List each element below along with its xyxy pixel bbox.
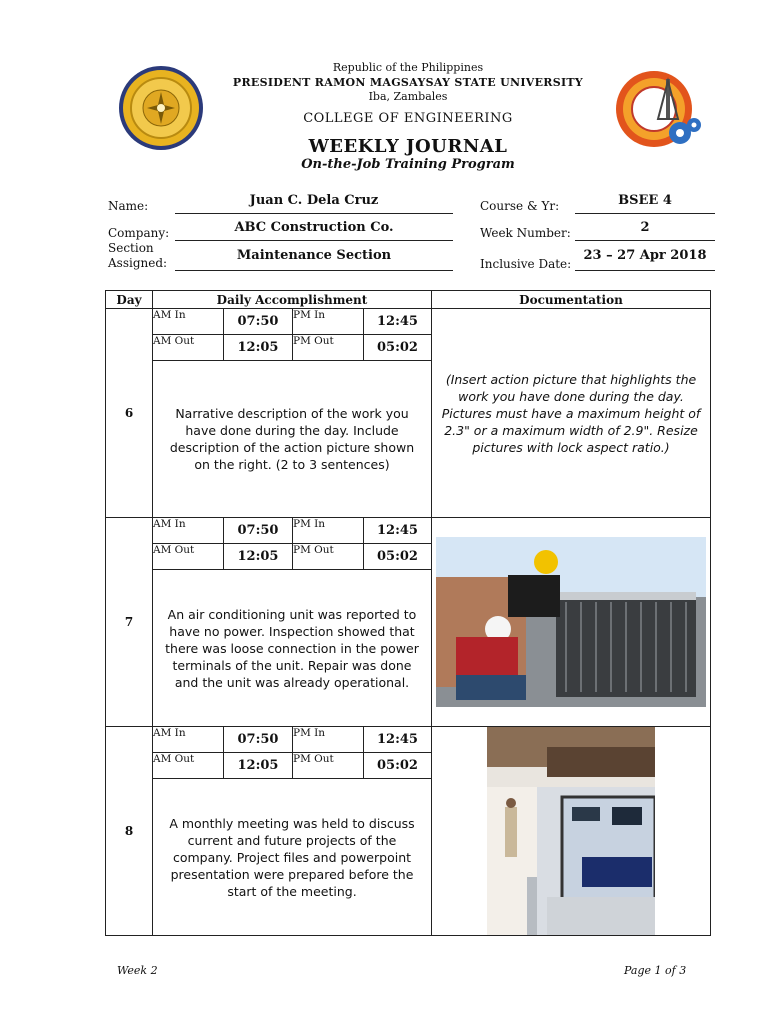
name-value: Juan C. Dela Cruz (249, 193, 379, 208)
am-out-value: 12:05 (224, 753, 293, 779)
am-in-value: 07:50 (224, 518, 293, 544)
week-value: 2 (640, 220, 650, 235)
am-in-value: 07:50 (224, 309, 293, 335)
day-number: 8 (106, 727, 153, 936)
header-day: Day (106, 291, 153, 309)
header-accomplishment: Daily Accomplishment (153, 291, 432, 309)
am-in-label: AM In (153, 309, 224, 335)
page-subtitle: On-the-Job Training Program (301, 157, 515, 172)
table-row (106, 727, 711, 936)
am-out-label: AM Out (153, 335, 224, 361)
republic-text: Republic of the Philippines (332, 61, 484, 74)
header-documentation: Documentation (432, 291, 711, 309)
am-in-value: 07:50 (224, 727, 293, 753)
pm-in-label: PM In (293, 309, 364, 335)
pm-out-label: PM Out (293, 753, 364, 779)
pm-out-label: PM Out (293, 544, 364, 570)
pm-out-value: 05:02 (364, 544, 432, 570)
university-name: PRESIDENT RAMON MAGSAYSAY STATE UNIVERSITY (232, 76, 584, 89)
narrative-text: Narrative description of the work you have done during the day. Include description of the action picture shown on the right. (2 to 3 sentences) (169, 406, 415, 472)
pm-in-value: 12:45 (364, 518, 432, 544)
am-out-value: 12:05 (224, 544, 293, 570)
pm-in-label: PM In (293, 727, 364, 753)
documentation-cell (432, 727, 711, 936)
narrative-text: An air conditioning unit was reported to have no power. Inspection showed that there was loose connection in the power terminals of the unit. Repair was done and the unit was already operational. (165, 606, 419, 690)
pm-out-value: 05:02 (364, 753, 432, 779)
accomplishment-cell (153, 309, 432, 518)
date-underline (575, 270, 715, 271)
course-label: Course & Yr: (480, 199, 560, 213)
accomplishment-cell (153, 518, 432, 727)
section-underline (175, 270, 453, 271)
date-value: 23 – 27 Apr 2018 (583, 248, 707, 263)
course-underline (575, 213, 715, 214)
time-log (153, 309, 431, 361)
conference-room-photo (487, 727, 655, 935)
footer-page-number: Page 1 of 3 (624, 964, 687, 977)
pm-in-value: 12:45 (364, 727, 432, 753)
university-seal-logo (115, 65, 207, 151)
footer-week: Week 2 (117, 964, 158, 977)
pm-in-label: PM In (293, 518, 364, 544)
course-value: BSEE 4 (618, 193, 672, 208)
documentation-cell (432, 309, 711, 518)
company-value: ABC Construction Co. (234, 220, 394, 235)
company-label: Company: (108, 226, 170, 240)
week-underline (575, 240, 715, 241)
am-in-label: AM In (153, 727, 224, 753)
am-out-value: 12:05 (224, 335, 293, 361)
accomplishment-cell (153, 727, 432, 936)
section-label: Section Assigned: (108, 241, 168, 270)
name-underline (175, 213, 453, 214)
pm-out-value: 05:02 (364, 335, 432, 361)
name-label: Name: (108, 199, 149, 213)
documentation-cell (432, 518, 711, 727)
time-log (153, 727, 431, 779)
table-row (106, 518, 711, 727)
table-header-row (106, 291, 711, 309)
page-title: WEEKLY JOURNAL (308, 136, 508, 157)
documentation-instructions: (Insert action picture that highlights the work you have done during the day. Pictures must have a maximum height of 2.3" or a maximum width of 2.9". Resize pictures with lock aspect ratio.) (441, 371, 701, 455)
table-row (106, 309, 711, 518)
university-town: Iba, Zambales (368, 90, 448, 103)
company-underline (175, 240, 453, 241)
am-out-label: AM Out (153, 544, 224, 570)
week-label: Week Number: (480, 226, 571, 240)
date-label: Inclusive Date: (480, 257, 572, 271)
pm-in-value: 12:45 (364, 309, 432, 335)
time-log (153, 518, 431, 570)
technicians-repairing-ac-unit-photo (436, 537, 706, 707)
day-number: 7 (106, 518, 153, 727)
narrative-text: A monthly meeting was held to discuss current and future projects of the company. Project files and powerpoint presentation were prepared before the start of the meeting. (169, 815, 415, 899)
am-out-label: AM Out (153, 753, 224, 779)
am-in-label: AM In (153, 518, 224, 544)
engineering-gear-logo (614, 67, 706, 153)
pm-out-label: PM Out (293, 335, 364, 361)
section-value: Maintenance Section (236, 248, 392, 263)
college-name: COLLEGE OF ENGINEERING (303, 111, 513, 126)
journal-table (105, 290, 711, 936)
day-number: 6 (106, 309, 153, 518)
